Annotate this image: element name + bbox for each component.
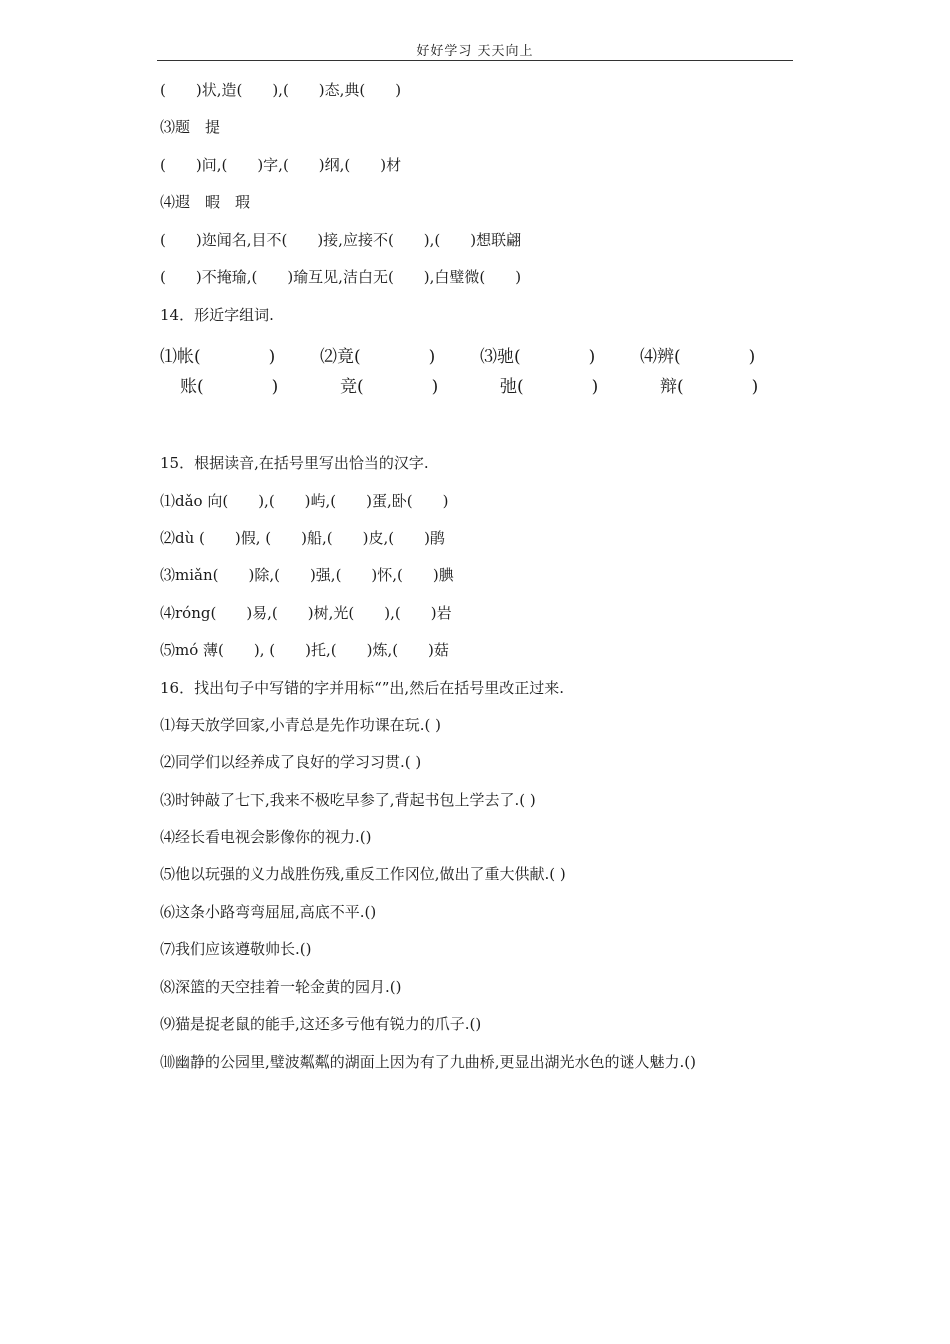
answer-blank: ( ) bbox=[194, 347, 276, 367]
q15-2-line: ⑵dù ( )假, ( )船,( )皮,( )鹃 bbox=[160, 529, 445, 547]
char-label: ⑶驰 bbox=[480, 347, 514, 367]
similar-char-row-1 bbox=[160, 346, 780, 376]
answer-blank: ( ) bbox=[514, 347, 596, 367]
char-label: 辩 bbox=[660, 377, 677, 397]
answer-blank: ( ) bbox=[354, 347, 436, 367]
similar-char-item bbox=[160, 346, 275, 368]
q15-1-line: ⑴dǎo 向( ),( )屿,( )蛋,卧( ) bbox=[160, 492, 449, 510]
q13-4-words-a-line: ( )迩闻名,目不( )接,应接不( ),( )想联翩 bbox=[160, 231, 522, 249]
similar-char-item bbox=[500, 376, 598, 398]
q15-5-line: ⑸mó 薄( ), ( )托,( )炼,( )菇 bbox=[160, 641, 449, 659]
header-title: 好好学习 天天向上 bbox=[416, 44, 534, 59]
q16-7-line: ⑺我们应该遵敬帅长.() bbox=[160, 940, 312, 958]
char-label: ⑷辨 bbox=[640, 347, 674, 367]
q13-2-words-line: ( )状,造( ),( )态,典( ) bbox=[160, 81, 402, 99]
q16-2-line: ⑵同学们以经养成了良好的学习习贯.( ) bbox=[160, 753, 422, 771]
q16-5-line: ⑸他以玩强的义力战胜伤残,重反工作冈位,做出了重大供献.( ) bbox=[160, 865, 566, 883]
q13-4-words-b-line: ( )不掩瑜,( )瑜互见,洁白无( ),白璧微( ) bbox=[160, 268, 522, 286]
q14-title-line: 14．形近字组词. bbox=[160, 306, 274, 324]
answer-blank: ( ) bbox=[677, 377, 759, 397]
similar-char-item bbox=[320, 346, 435, 368]
q13-3-chars-line: ⑶题 提 bbox=[160, 118, 221, 136]
answer-blank: ( ) bbox=[197, 377, 279, 397]
q16-10-line: ⑽幽静的公园里,璧波粼粼的湖面上因为有了九曲桥,更显出湖光水色的谜人魅力.() bbox=[160, 1053, 697, 1071]
answer-blank: ( ) bbox=[517, 377, 599, 397]
similar-char-item bbox=[660, 376, 758, 398]
q16-title-line: 16．找出句子中写错的字并用标“”出,然后在括号里改正过来. bbox=[160, 679, 564, 697]
q16-3-line: ⑶时钟敲了七下,我来不极吃早参了,背起书包上学去了.( ) bbox=[160, 791, 536, 809]
q16-4-line: ⑷经长看电视会影像你的视力.() bbox=[160, 828, 372, 846]
char-label: 账 bbox=[180, 377, 197, 397]
similar-char-item bbox=[340, 376, 438, 398]
q13-4-chars-line: ⑷遐 暇 瑕 bbox=[160, 193, 251, 211]
char-label: ⑴帐 bbox=[160, 347, 194, 367]
similar-char-table bbox=[160, 346, 780, 406]
q15-title-line: 15．根据读音,在括号里写出恰当的汉字. bbox=[160, 454, 429, 472]
char-label: ⑵竟 bbox=[320, 347, 354, 367]
header-divider bbox=[157, 60, 793, 61]
char-label: 弛 bbox=[500, 377, 517, 397]
q13-3-words-line: ( )问,( )字,( )纲,( )材 bbox=[160, 156, 402, 174]
q16-6-line: ⑹这条小路弯弯屈屈,高底不平.() bbox=[160, 903, 377, 921]
q16-1-line: ⑴每天放学回家,小青总是先作功课在玩.( ) bbox=[160, 716, 442, 734]
similar-char-item bbox=[640, 346, 755, 368]
similar-char-item bbox=[180, 376, 278, 398]
similar-char-item bbox=[480, 346, 595, 368]
q16-9-line: ⑼猫是捉老鼠的能手,这还多亏他有锐力的爪子.() bbox=[160, 1015, 482, 1033]
char-label: 竞 bbox=[340, 377, 357, 397]
q16-8-line: ⑻深篮的天空挂着一轮金黄的园月.() bbox=[160, 978, 402, 996]
q15-4-line: ⑷róng( )易,( )树,光( ),( )岩 bbox=[160, 604, 452, 622]
answer-blank: ( ) bbox=[357, 377, 439, 397]
q15-3-line: ⑶miǎn( )除,( )强,( )怀,( )腆 bbox=[160, 566, 454, 584]
answer-blank: ( ) bbox=[674, 347, 756, 367]
similar-char-row-2 bbox=[160, 376, 780, 406]
